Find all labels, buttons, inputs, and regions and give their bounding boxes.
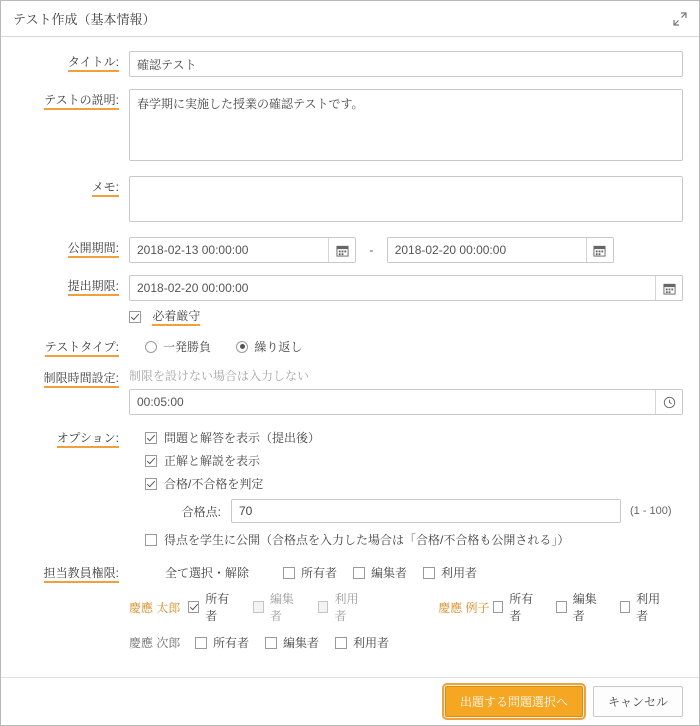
- option-judge-pass-checkbox[interactable]: [145, 478, 157, 490]
- row-deadline: [17, 275, 683, 301]
- deadline-wrap: [129, 275, 683, 301]
- row-publish-period: [17, 237, 683, 263]
- field-publish-period: [129, 237, 683, 263]
- teacher-name: 慶應 次郎: [129, 636, 181, 650]
- row1b-owner-checkbox[interactable]: [493, 601, 504, 613]
- label-mandatory-col: [17, 307, 129, 311]
- label-options-col: [17, 427, 129, 448]
- label-test-type-col: [17, 336, 129, 357]
- pass-mark-input[interactable]: [231, 499, 621, 523]
- field-title: [129, 51, 683, 77]
- header-user-checkbox[interactable]: [423, 567, 435, 579]
- row2-user-label: 利用者: [353, 636, 390, 650]
- title-input[interactable]: [129, 51, 683, 77]
- label-publish-period: 公開期間:: [68, 241, 119, 258]
- calendar-icon[interactable]: [586, 238, 613, 262]
- field-teacher-permission: [129, 562, 683, 661]
- label-title-col: [17, 51, 129, 72]
- row1b-editor-checkbox[interactable]: [556, 601, 567, 613]
- row-teacher-permission: [17, 562, 683, 661]
- row1-owner-checkbox[interactable]: [188, 601, 199, 613]
- header-user[interactable]: [423, 564, 477, 581]
- row1-owner[interactable]: [188, 590, 237, 624]
- row1b-user-label: 利用者: [636, 592, 661, 623]
- row-time-limit: [17, 367, 683, 415]
- row1-user-label: 利用者: [334, 592, 359, 623]
- label-description: テストの説明:: [44, 93, 119, 110]
- row-mandatory: [17, 307, 683, 324]
- period-start-input[interactable]: [130, 238, 328, 262]
- row1b-editor[interactable]: [556, 590, 603, 624]
- option-publish-score-label: 得点を学生に公開（合格点を入力した場合は「合格/不合格も公開される」）: [164, 533, 570, 547]
- label-period-col: [17, 237, 129, 258]
- label-description-col: [17, 89, 129, 110]
- description-textarea[interactable]: [129, 89, 683, 161]
- cancel-button[interactable]: キャンセル: [593, 686, 683, 717]
- header-owner-label: 所有者: [301, 566, 338, 580]
- option-show-questions-label: 問題と解答を表示（提出後）: [164, 431, 321, 445]
- select-questions-button[interactable]: 出題する問題選択へ: [445, 686, 583, 717]
- label-deadline: 提出期限:: [68, 279, 119, 296]
- row2-user[interactable]: [335, 634, 389, 651]
- row2-editor-label: 編集者: [283, 636, 320, 650]
- row1-user[interactable]: [318, 590, 367, 624]
- radio-single-label: 一発勝負: [163, 340, 212, 354]
- radio-single-icon[interactable]: [145, 341, 157, 353]
- row1b-user-checkbox[interactable]: [620, 601, 631, 613]
- time-limit-input[interactable]: [130, 390, 655, 414]
- period-end-input[interactable]: [388, 238, 586, 262]
- header-user-label: 利用者: [441, 566, 478, 580]
- calendar-icon[interactable]: [655, 276, 682, 300]
- row-pass-mark: [145, 499, 683, 523]
- calendar-icon[interactable]: [328, 238, 355, 262]
- row2-owner-checkbox[interactable]: [195, 637, 207, 649]
- label-deadline-col: [17, 275, 129, 296]
- time-limit-wrap: [129, 389, 683, 415]
- option-publish-score-checkbox[interactable]: [145, 534, 157, 546]
- row2-user-checkbox[interactable]: [335, 637, 347, 649]
- row1-editor-label: 編集者: [269, 592, 294, 623]
- radio-repeat-icon[interactable]: [236, 341, 248, 353]
- row1-editor-checkbox[interactable]: [253, 601, 264, 613]
- option-publish-score[interactable]: [145, 531, 683, 548]
- label-teacher-permission: 担当教員権限:: [44, 566, 119, 583]
- period-start-wrap: [129, 237, 356, 263]
- permission-row: [129, 590, 683, 624]
- row1b-user[interactable]: [620, 590, 667, 624]
- period-separator: -: [369, 243, 374, 257]
- page-title: テスト作成（基本情報）: [13, 12, 156, 27]
- row-description: [17, 89, 683, 164]
- header-editor-checkbox[interactable]: [353, 567, 365, 579]
- label-memo: メモ:: [92, 180, 119, 197]
- clock-icon[interactable]: [655, 390, 682, 414]
- option-show-answers[interactable]: [145, 452, 683, 469]
- radio-option-repeat[interactable]: [236, 338, 302, 355]
- label-test-type: テストタイプ:: [45, 340, 119, 357]
- row1b-owner-label: 所有者: [509, 592, 534, 623]
- label-teacher-permission-col: [17, 562, 129, 583]
- option-show-questions-checkbox[interactable]: [145, 432, 157, 444]
- time-limit-hint: 制限を設けない場合は入力しない: [129, 369, 310, 383]
- label-time-limit: 制限時間設定:: [44, 371, 119, 388]
- option-show-answers-label: 正解と解説を表示: [164, 454, 261, 468]
- row-memo: [17, 176, 683, 225]
- field-time-limit: [129, 367, 683, 415]
- option-judge-pass[interactable]: [145, 475, 683, 492]
- option-show-questions[interactable]: [145, 429, 683, 446]
- row2-editor[interactable]: [265, 634, 319, 651]
- mandatory-label: 必着厳守: [152, 309, 200, 326]
- label-pass-mark: 合格点:: [181, 504, 221, 519]
- row1-editor[interactable]: [253, 590, 302, 624]
- expand-arrows-icon[interactable]: [671, 10, 689, 28]
- permission-header: [129, 564, 683, 581]
- select-all-link[interactable]: 全て選択・解除: [165, 566, 250, 580]
- label-memo-col: [17, 176, 129, 197]
- field-memo: [129, 176, 683, 225]
- row-options: [17, 427, 683, 554]
- row2-owner[interactable]: [195, 634, 249, 651]
- period-end-wrap: [387, 237, 614, 263]
- row1-user-checkbox[interactable]: [318, 601, 329, 613]
- dialog-footer: [1, 677, 699, 725]
- label-options: オプション:: [57, 431, 119, 448]
- field-options: [129, 427, 683, 554]
- permission-row: [129, 634, 683, 651]
- radio-repeat-label: 繰り返し: [254, 340, 303, 354]
- option-judge-pass-label: 合格/不合格を判定: [164, 477, 264, 491]
- row2-owner-label: 所有者: [213, 636, 250, 650]
- radio-option-single[interactable]: [145, 338, 211, 355]
- field-description: [129, 89, 683, 164]
- permission-row-second: [438, 590, 683, 624]
- memo-textarea[interactable]: [129, 176, 683, 222]
- mandatory-checkbox[interactable]: [129, 311, 141, 323]
- row1-owner-label: 所有者: [205, 592, 230, 623]
- header-editor-label: 編集者: [371, 566, 408, 580]
- label-title: タイトル:: [68, 55, 119, 72]
- label-time-limit-col: [17, 367, 129, 388]
- row-title: [17, 51, 683, 77]
- header-editor[interactable]: [353, 564, 407, 581]
- teacher-name: 慶應 太郎: [129, 600, 181, 615]
- row1b-owner[interactable]: [493, 590, 540, 624]
- field-deadline: [129, 275, 683, 301]
- field-test-type: [129, 336, 683, 356]
- dialog-titlebar: [1, 1, 699, 37]
- option-show-answers-checkbox[interactable]: [145, 455, 157, 467]
- deadline-input[interactable]: [130, 276, 655, 300]
- teacher-name-2: 慶應 例子: [438, 600, 490, 615]
- test-create-form: [1, 37, 699, 661]
- row1b-editor-label: 編集者: [572, 592, 597, 623]
- header-owner-checkbox[interactable]: [283, 567, 295, 579]
- pass-mark-range: (1 - 100): [630, 505, 672, 517]
- row2-editor-checkbox[interactable]: [265, 637, 277, 649]
- row-test-type: [17, 336, 683, 357]
- header-owner[interactable]: [283, 564, 337, 581]
- field-mandatory: [129, 307, 683, 324]
